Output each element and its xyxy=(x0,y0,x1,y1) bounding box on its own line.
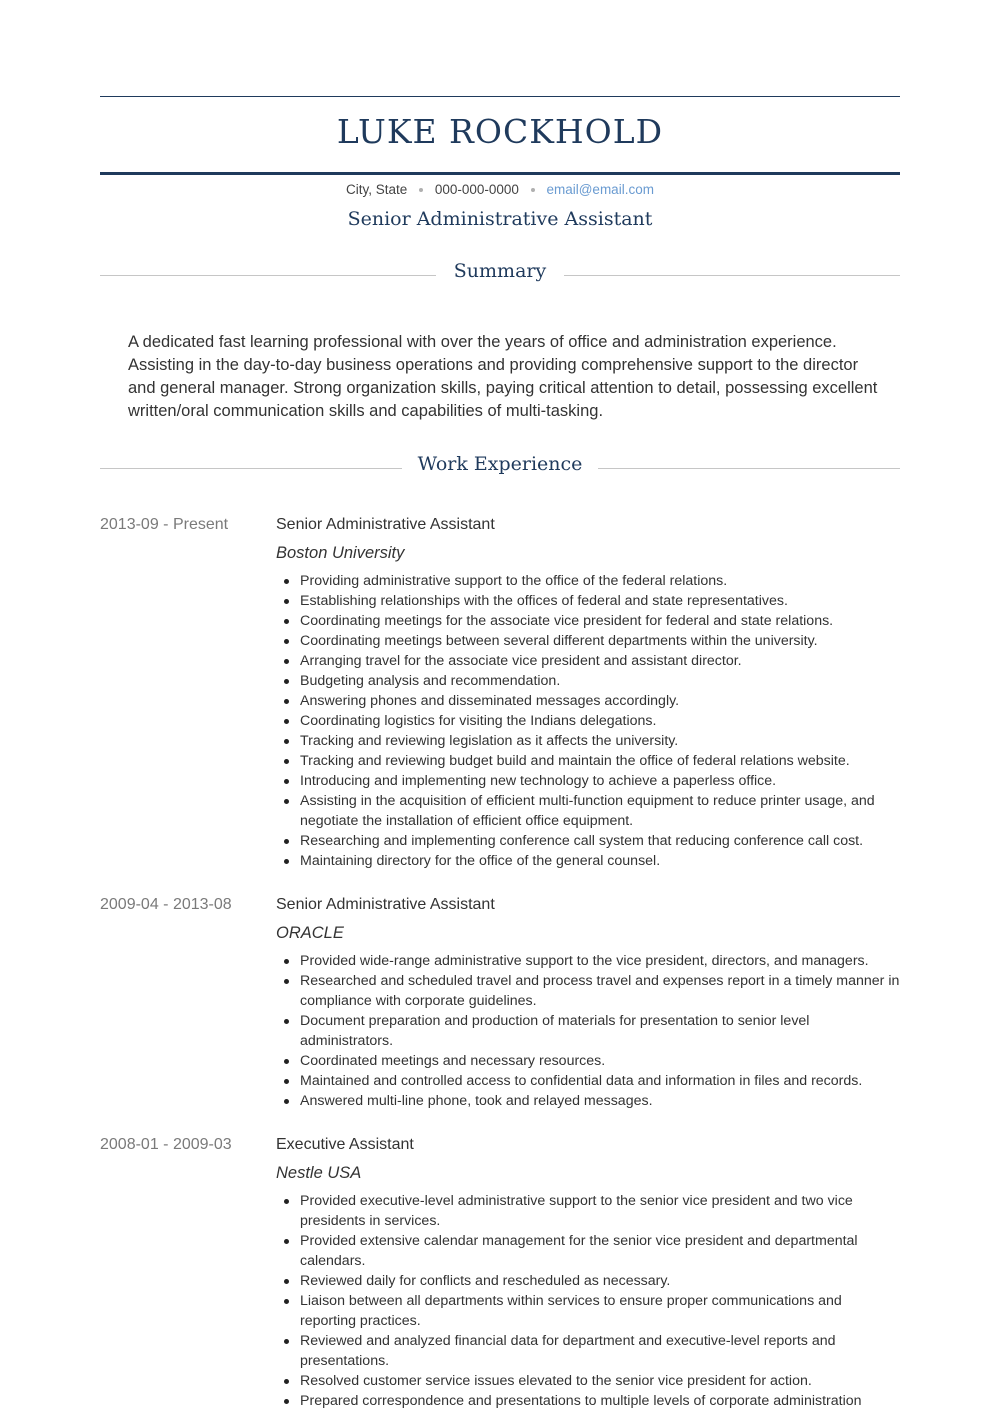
summary-text: A dedicated fast learning professional with over the years of office and administration experience. Assisting in the day-to-day business operations and providing comprehensive support to the director and general manager. Strong organization skills, paying critical attention to detail, possessing excellent written/oral communication skills and capabilities of multi-tasking. xyxy=(128,333,878,420)
bullet-item: Budgeting analysis and recommendation. xyxy=(276,671,900,691)
section-divider xyxy=(564,275,900,276)
bullet-item: Arranging travel for the associate vice president and assistant director. xyxy=(276,651,900,671)
bullet-item: Answering phones and disseminated messages accordingly. xyxy=(276,691,900,711)
job-dates: 2013-09 - Present xyxy=(100,516,229,533)
email-link[interactable]: email@email.com xyxy=(546,182,654,197)
bullet-item: Resolved customer service issues elevated to the senior vice president for action. xyxy=(276,1371,900,1391)
job-title: Senior Administrative Assistant xyxy=(276,896,495,913)
job-company: Boston University xyxy=(276,544,405,562)
bullet-item: Assisting in the acquisition of efficient multi-function equipment to reduce printer usage, and negotiate the installation of efficient office equipment. xyxy=(276,791,900,831)
top-divider xyxy=(100,96,900,97)
bullet-item: Answered multi-line phone, took and relayed messages. xyxy=(276,1091,900,1111)
bullet-item: Tracking and reviewing budget build and maintain the office of federal relations website. xyxy=(276,751,900,771)
contact-line xyxy=(100,182,900,197)
bullet-item: Reviewed daily for conflicts and rescheduled as necessary. xyxy=(276,1271,900,1291)
experience-heading: Work Experience xyxy=(417,453,583,475)
bullet-item: Introducing and implementing new technology to achieve a paperless office. xyxy=(276,771,900,791)
bullet-item: Coordinating logistics for visiting the Indians delegations. xyxy=(276,711,900,731)
resume-page xyxy=(100,0,900,1410)
bullet-item: Prepared correspondence and presentations to multiple levels of corporate administration xyxy=(276,1391,900,1410)
job-company: Nestle USA xyxy=(276,1164,362,1182)
bullet-item: Tracking and reviewing legislation as it affects the university. xyxy=(276,731,900,751)
bullet-item: Reviewed and analyzed financial data for department and executive-level reports and presentations. xyxy=(276,1331,900,1371)
separator-dot-icon xyxy=(531,188,535,192)
bullet-item: Maintained and controlled access to confidential data and information in files and records. xyxy=(276,1071,900,1091)
job-bullets xyxy=(276,571,900,871)
summary-section-header xyxy=(100,260,900,290)
job-dates: 2009-04 - 2013-08 xyxy=(100,896,232,913)
bullet-item: Researching and implementing conference call system that reducing conference call cost. xyxy=(276,831,900,851)
location-text: City, State xyxy=(346,182,408,197)
bullet-item: Liaison between all departments within services to ensure proper communications and reporting practices. xyxy=(276,1291,900,1331)
separator-dot-icon xyxy=(419,188,423,192)
summary-heading: Summary xyxy=(453,260,547,282)
bullet-item: Provided executive-level administrative support to the senior vice president and two vice presidents in services. xyxy=(276,1191,900,1231)
phone-text: 000-000-0000 xyxy=(434,182,519,197)
bullet-item: Providing administrative support to the office of the federal relations. xyxy=(276,571,900,591)
bullet-item: Provided wide-range administrative support to the vice president, directors, and managers. xyxy=(276,951,900,971)
job-bullets xyxy=(276,1191,900,1410)
name-divider xyxy=(100,172,900,175)
section-divider xyxy=(598,468,900,469)
bullet-item: Provided extensive calendar management for the senior vice president and departmental calendars. xyxy=(276,1231,900,1271)
job-company: ORACLE xyxy=(276,924,344,942)
bullet-item: Establishing relationships with the offices of federal and state representatives. xyxy=(276,591,900,611)
bullet-item: Coordinating meetings between several different departments within the university. xyxy=(276,631,900,651)
job-title: Executive Assistant xyxy=(276,1136,414,1153)
experience-section-header xyxy=(100,453,900,483)
bullet-item: Coordinating meetings for the associate vice president for federal and state relations. xyxy=(276,611,900,631)
bullet-item: Coordinated meetings and necessary resources. xyxy=(276,1051,900,1071)
candidate-name: LUKE ROCKHOLD xyxy=(336,112,664,151)
job-dates: 2008-01 - 2009-03 xyxy=(100,1136,232,1153)
job-bullets xyxy=(276,951,900,1111)
job-headline: Senior Administrative Assistant xyxy=(347,208,653,230)
job-title: Senior Administrative Assistant xyxy=(276,516,495,533)
bullet-item: Maintaining directory for the office of the general counsel. xyxy=(276,851,900,871)
bullet-item: Researched and scheduled travel and process travel and expenses report in a timely manner in compliance with corporate guidelines. xyxy=(276,971,900,1011)
bullet-item: Document preparation and production of materials for presentation to senior level administrators. xyxy=(276,1011,900,1051)
